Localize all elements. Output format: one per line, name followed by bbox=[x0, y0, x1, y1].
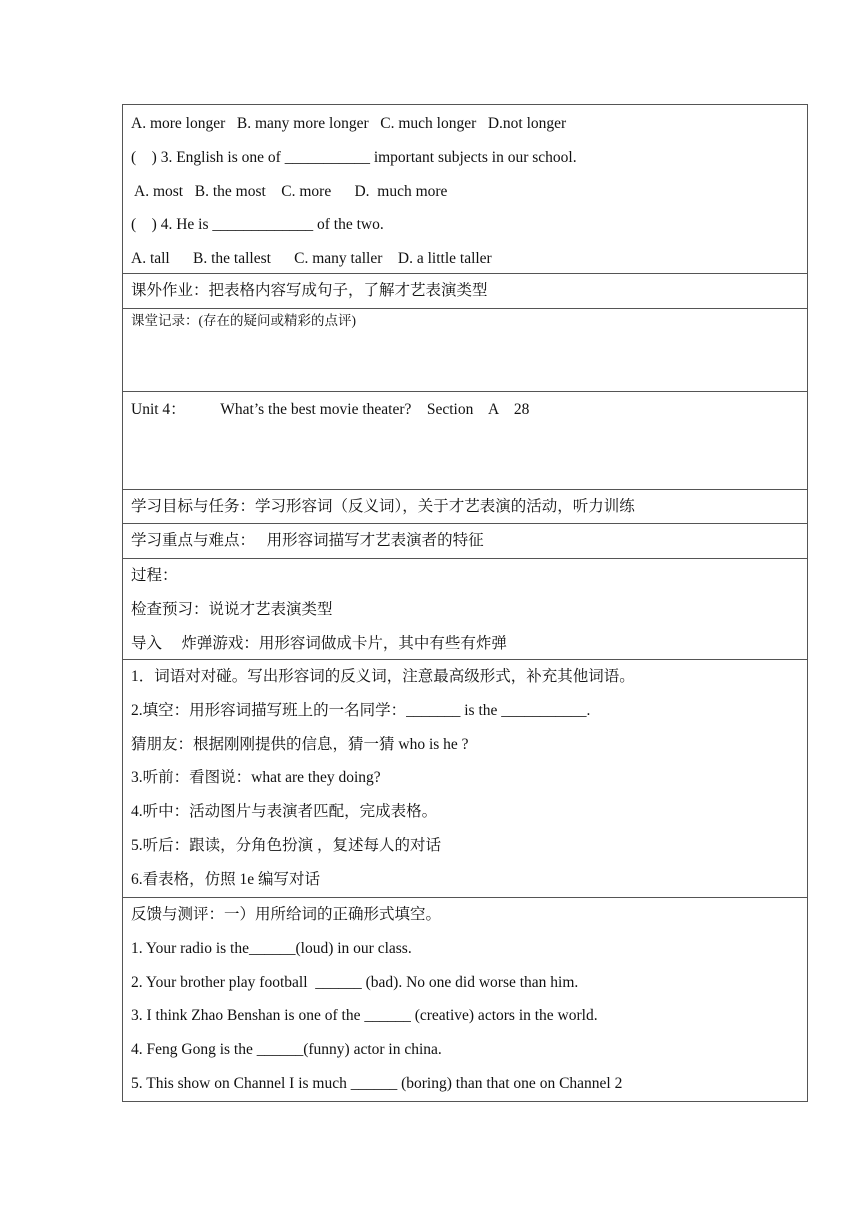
feedback-line: 3. I think Zhao Benshan is one of the ______ (creative) actors in the world. bbox=[131, 1007, 598, 1025]
process-cell bbox=[123, 559, 807, 660]
objectives-cell bbox=[123, 490, 807, 524]
feedback-line: 1. Your radio is the______(loud) in our class. bbox=[131, 939, 412, 957]
homework-cell bbox=[123, 274, 807, 309]
step-line: 3.听前：看图说：what are they doing? bbox=[131, 769, 381, 787]
process-line: 导入 炸弹游戏：用形容词做成卡片，其中有些有炸弹 bbox=[131, 634, 507, 652]
step-line: 猜朋友：根据刚刚提供的信息，猜一猜 who is he ? bbox=[131, 735, 469, 753]
unit-title: Unit 4： What’s the best movie theater? Section A 28 bbox=[131, 401, 530, 418]
process-line: 过程： bbox=[131, 567, 178, 584]
quiz-block-cell bbox=[123, 105, 807, 274]
feedback-line: 4. Feng Gong is the ______(funny) actor in china. bbox=[131, 1041, 442, 1059]
homework-text: 课外作业：把表格内容写成句子，了解才艺表演类型 bbox=[131, 282, 488, 299]
worksheet-table bbox=[122, 104, 808, 1102]
step-line: 6.看表格，仿照 1e 编写对话 bbox=[131, 870, 321, 888]
key-points-cell bbox=[123, 524, 807, 559]
unit-title-cell bbox=[123, 392, 807, 490]
feedback-line: 5. This show on Channel I is much ______ (boring) than that one on Channel 2 bbox=[131, 1074, 623, 1092]
objectives-text: 学习目标与任务：学习形容词（反义词），关于才艺表演的活动，听力训练 bbox=[131, 498, 635, 515]
feedback-cell bbox=[123, 898, 807, 1102]
steps-cell bbox=[123, 660, 807, 898]
class-record-cell bbox=[123, 309, 807, 392]
quiz-line: A. tall B. the tallest C. many taller D. a little taller bbox=[131, 250, 492, 268]
quiz-line: ( ) 3. English is one of ___________ important subjects in our school. bbox=[131, 148, 577, 166]
quiz-line: A. more longer B. many more longer C. much longer D.not longer bbox=[131, 115, 567, 132]
feedback-line: 反馈与测评：一）用所给词的正确形式填空。 bbox=[131, 906, 442, 923]
quiz-line: A. most B. the most C. more D. much more bbox=[131, 182, 448, 200]
step-line: 5.听后：跟读，分角色扮演 ，复述每人的对话 bbox=[131, 836, 442, 854]
process-line: 检查预习：说说才艺表演类型 bbox=[131, 600, 333, 618]
quiz-line: ( ) 4. He is _____________ of the two. bbox=[131, 216, 384, 234]
step-line: 1．词语对对碰。写出形容词的反义词，注意最高级形式，补充其他词语。 bbox=[131, 668, 635, 685]
step-line: 2.填空：用形容词描写班上的一名同学：_______ is the ___________. bbox=[131, 701, 591, 719]
step-line: 4.听中：活动图片与表演者匹配，完成表格。 bbox=[131, 803, 438, 821]
feedback-line: 2. Your brother play football ______ (bad). No one did worse than him. bbox=[131, 973, 579, 991]
class-record-text: 课堂记录：(存在的疑问或精彩的点评) bbox=[131, 313, 356, 328]
key-points-text: 学习重点与难点： 用形容词描写才艺表演者的特征 bbox=[131, 532, 484, 549]
